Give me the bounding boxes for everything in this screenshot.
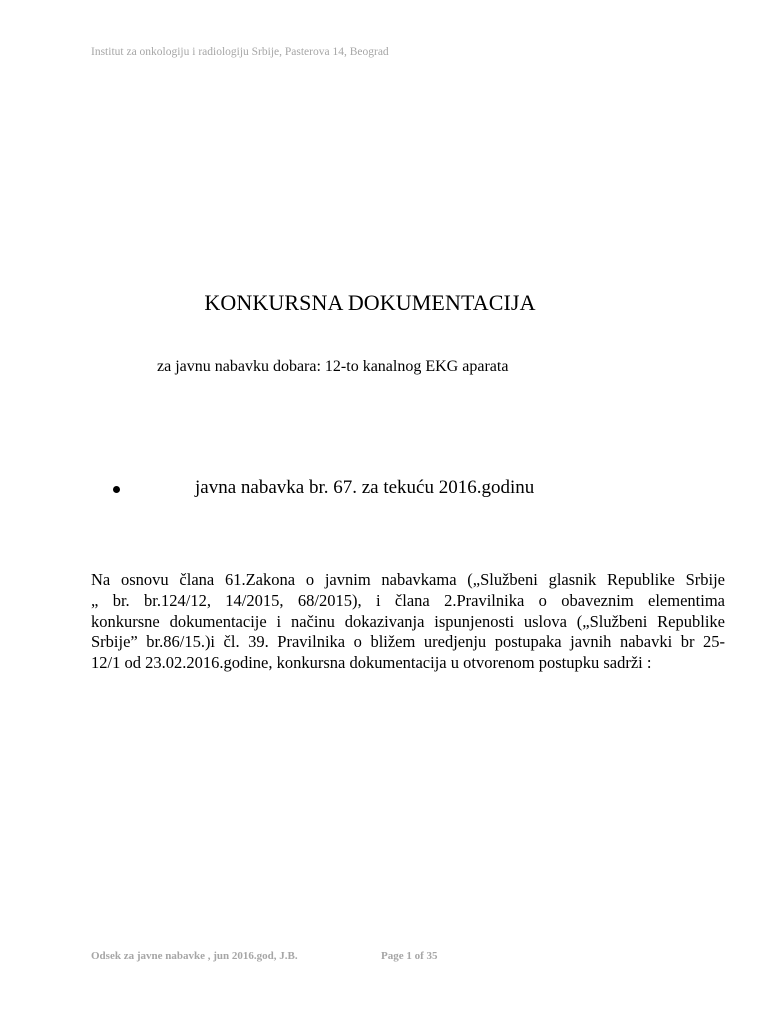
- paragraph-line: konkursne dokumentacije i načinu dokazivanja ispunjenosti uslova („Službeni Republike: [91, 611, 725, 631]
- bullet-item-text: javna nabavka br. 67. za tekuću 2016.godinu: [195, 477, 535, 498]
- document-title: KONKURSNA DOKUMENTACIJA: [204, 290, 536, 315]
- document-subtitle: za javnu nabavku dobara: 12-to kanalnog EKG aparata: [157, 358, 509, 375]
- footer-department: Odsek za javne nabavke , jun 2016.god, J.B.: [91, 950, 298, 962]
- paragraph-line: Srbije” br.86/15.)i čl. 39. Pravilnika o bližem uredjenju postupaka javnih nabavki br 25-: [91, 632, 725, 652]
- body-paragraph: [91, 570, 725, 674]
- page-header: Institut za onkologiju i radiologiju Srbije, Pasterova 14, Beograd: [91, 46, 389, 58]
- bullet-list-item: [113, 477, 673, 503]
- page-number: Page 1 of 35: [381, 950, 438, 962]
- paragraph-line: Na osnovu člana 61.Zakona o javnim nabavkama („Službeni glasnik Republike Srbije: [91, 570, 725, 589]
- paragraph-line: „ br. br.124/12, 14/2015, 68/2015), i člana 2.Pravilnika o obaveznim elementima: [91, 590, 725, 610]
- bullet-icon: [113, 486, 120, 493]
- paragraph-line: 12/1 od 23.02.2016.godine, konkursna dokumentacija u otvorenom postupku sadrži :: [91, 653, 652, 673]
